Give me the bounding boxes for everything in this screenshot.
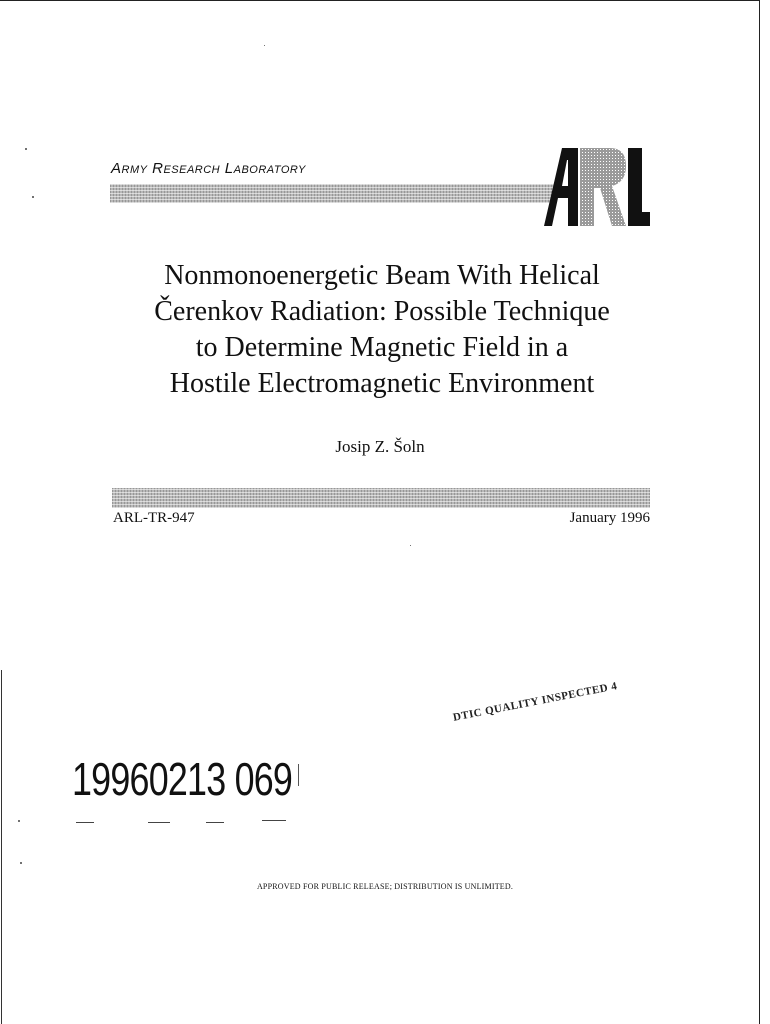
accession-tick-mark — [298, 764, 299, 786]
lab-name: Army Research Laboratory — [111, 160, 306, 177]
dtic-quality-stamp: DTIC QUALITY INSPECTED 4 — [452, 680, 619, 724]
report-date: January 1996 — [569, 510, 650, 526]
page-border-right — [759, 0, 760, 1024]
scan-dash — [76, 822, 94, 823]
scan-dash — [148, 822, 170, 823]
scan-speck — [18, 820, 20, 822]
title-line: Hostile Electromagnetic Environment — [169, 368, 595, 399]
arl-logo — [540, 146, 652, 228]
footer-bar — [112, 488, 650, 508]
report-number: ARL-TR-947 — [113, 510, 195, 526]
report-title — [100, 258, 664, 402]
scan-speck — [25, 148, 27, 150]
scan-speck — [32, 196, 34, 198]
scan-dash — [262, 820, 286, 821]
title-line: to Determine Magnetic Field in a — [195, 332, 569, 363]
page-border-top — [0, 0, 760, 1]
scan-dash — [206, 822, 224, 823]
page-border-left — [1, 670, 2, 1024]
scan-speck — [20, 862, 22, 864]
title-line: Nonmonoenergetic Beam With Helical — [164, 260, 600, 291]
title-line: Čerenkov Radiation: Possible Technique — [154, 296, 610, 327]
distribution-statement: APPROVED FOR PUBLIC RELEASE; DISTRIBUTION IS UNLIMITED. — [256, 882, 514, 891]
accession-number: 19960213 069 — [72, 753, 293, 805]
scan-speck — [410, 545, 411, 546]
header-bar — [110, 184, 555, 203]
scan-speck — [264, 45, 265, 46]
author-name: Josip Z. Šoln — [335, 437, 425, 456]
